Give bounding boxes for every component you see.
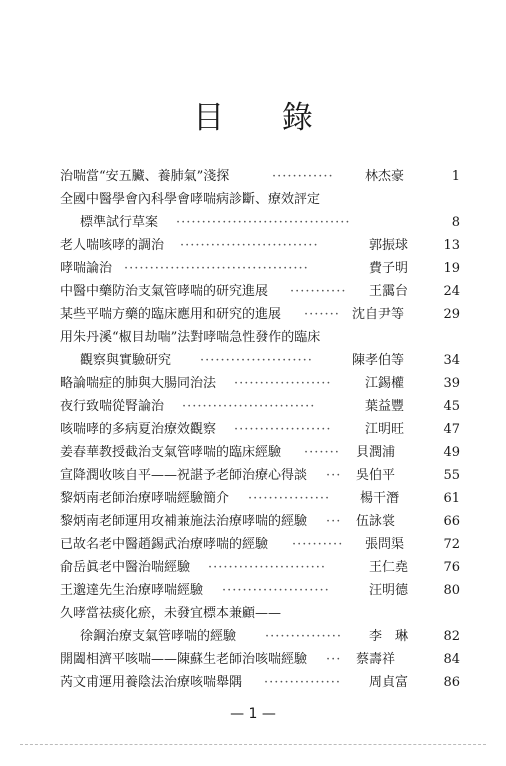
leader-dots: ··· [326,468,342,483]
leader-dots: ······················ [200,353,313,368]
toc-entry-author: 江明旺 [365,422,405,437]
toc-entry-title: 咳喘哮的多病夏治療效觀察 [60,422,217,437]
toc-entry-title: 中醫中藥防治支氣管哮喘的研究進展 [60,284,269,299]
table-of-contents [60,165,460,694]
page-number: — 1 — [230,706,276,722]
toc-entry[interactable] [60,510,460,533]
toc-entry-page: 1 [451,169,460,184]
toc-entry[interactable] [60,671,460,694]
toc-entry-title: 哮喘論治 [60,261,113,276]
toc-entry-page: 82 [443,629,460,644]
toc-entry[interactable] [60,533,460,556]
page-title: 目 錄 [193,100,337,136]
toc-entry-author: 林杰豪 [365,169,405,184]
toc-entry-page: 47 [443,422,460,437]
leader-dots: ··············· [264,675,341,690]
toc-entry-page: 86 [443,675,460,690]
toc-entry-page: 24 [443,284,460,299]
leader-dots: ··················· [234,422,332,437]
leader-dots: ···································· [124,261,309,276]
toc-entry[interactable] [60,441,460,464]
leader-dots: ··· [326,514,342,529]
toc-entry-title: 某些平喘方藥的臨床應用和研究的進展 [60,307,282,322]
toc-entry[interactable] [60,602,460,625]
toc-entry[interactable] [60,395,460,418]
toc-entry-author: 周貞富 [369,675,409,690]
toc-entry[interactable] [60,211,460,234]
toc-entry-author: 郭振球 [369,238,409,253]
toc-entry-page: 76 [443,560,460,575]
toc-entry[interactable] [60,234,460,257]
toc-entry-author: 汪明德 [369,583,409,598]
bottom-divider [20,744,486,745]
toc-entry[interactable] [60,165,460,188]
toc-entry[interactable] [60,257,460,280]
toc-entry-title: 王邈達先生治療哮喘經驗 [60,583,204,598]
leader-dots: ·········· [292,537,344,552]
toc-entry-title: 徐鋼治療支氣管哮喘的經驗 [80,629,237,644]
toc-entry-author: 伍詠裳 [356,514,396,529]
toc-entry-title: 黎炳南老師治療哮喘經驗簡介 [60,491,230,506]
leader-dots: ······················· [208,560,327,575]
toc-entry-author: 李 琳 [369,629,409,644]
toc-entry[interactable] [60,625,460,648]
leader-dots: ············ [272,169,334,184]
toc-entry-page: 45 [443,399,460,414]
toc-entry-author: 貝潤浦 [356,445,396,460]
toc-entry-title: 略論喘症的肺與大腸同治法 [60,376,217,391]
toc-entry-title: 觀察與實驗研究 [80,353,172,368]
toc-entry-author: 王仁堯 [369,560,409,575]
toc-entry-title: 黎炳南老師運用攻補兼施法治療哮喘的經驗 [60,514,308,529]
toc-entry-author: 王靄台 [369,284,409,299]
toc-entry[interactable] [60,556,460,579]
toc-entry-author: 費子明 [369,261,409,276]
leader-dots: ··· [326,652,342,667]
toc-entry-page: 8 [451,215,460,230]
toc-entry-author: 吳伯平 [356,468,396,483]
toc-entry-page: 80 [443,583,460,598]
toc-entry-title: 芮文甫運用養陰法治療咳喘舉隅 [60,675,243,690]
toc-entry-page: 49 [443,445,460,460]
toc-entry-title: 姜春華教授截治支氣管哮喘的臨床經驗 [60,445,282,460]
toc-entry-page: 39 [443,376,460,391]
toc-entry-title: 用朱丹溪“椒目劫喘”法對哮喘急性發作的臨床 [60,330,321,345]
toc-entry-author: 蔡壽祥 [356,652,396,667]
leader-dots: ······· [304,307,340,322]
toc-entry-title: 老人喘咳哮的調治 [60,238,165,253]
toc-entry-author: 陳孝伯等 [352,353,405,368]
toc-entry-page: 61 [443,491,460,506]
toc-entry-title: 久哮當祛痰化瘀，未發宜標本兼顧—— [60,606,282,621]
leader-dots: ··········· [290,284,347,299]
toc-entry-page: 84 [443,652,460,667]
toc-entry-page: 66 [443,514,460,529]
toc-entry-title: 治喘當“安五臟、養肺氣”淺探 [60,169,230,184]
leader-dots: ·································· [176,215,351,230]
leader-dots: ····················· [222,583,330,598]
toc-entry-title: 已故名老中醫趙錫武治療哮喘的經驗 [60,537,269,552]
leader-dots: ··························· [180,238,319,253]
toc-entry[interactable] [60,464,460,487]
toc-entry[interactable] [60,280,460,303]
toc-entry[interactable] [60,579,460,602]
toc-entry-title: 俞岳眞老中醫治喘經驗 [60,560,191,575]
toc-entry-page: 13 [443,238,460,253]
toc-entry-page: 34 [443,353,460,368]
toc-entry-page: 29 [443,307,460,322]
toc-entry[interactable] [60,326,460,349]
leader-dots: ················ [248,491,331,506]
toc-entry-author: 江錫權 [365,376,405,391]
toc-entry-author: 楊干潛 [360,491,400,506]
toc-entry-author: 沈自尹等 [352,307,405,322]
leader-dots: ··················· [234,376,332,391]
toc-entry-author: 張問渠 [365,537,405,552]
toc-entry[interactable] [60,372,460,395]
toc-entry-title: 開闔相濟平咳喘——陳蘇生老師治咳喘經驗 [60,652,308,667]
leader-dots: ······· [304,445,340,460]
toc-entry-title: 全國中醫學會內科學會哮喘病診斷、療效評定 [60,192,321,207]
toc-entry[interactable] [60,349,460,372]
toc-entry[interactable] [60,648,460,671]
toc-entry[interactable] [60,188,460,211]
toc-entry[interactable] [60,303,460,326]
toc-entry[interactable] [60,487,460,510]
toc-entry-page: 55 [443,468,460,483]
toc-entry-title: 夜行致喘從腎論治 [60,399,165,414]
leader-dots: ·························· [182,399,316,414]
toc-entry-page: 19 [443,261,460,276]
leader-dots: ··············· [265,629,342,644]
toc-entry-author: 葉益豐 [365,399,405,414]
toc-entry-page: 72 [443,537,460,552]
toc-entry-title: 宣降潤收咳自平——祝諶予老師治療心得談 [60,468,308,483]
toc-entry-title: 標準試行草案 [80,215,159,230]
toc-entry[interactable] [60,418,460,441]
